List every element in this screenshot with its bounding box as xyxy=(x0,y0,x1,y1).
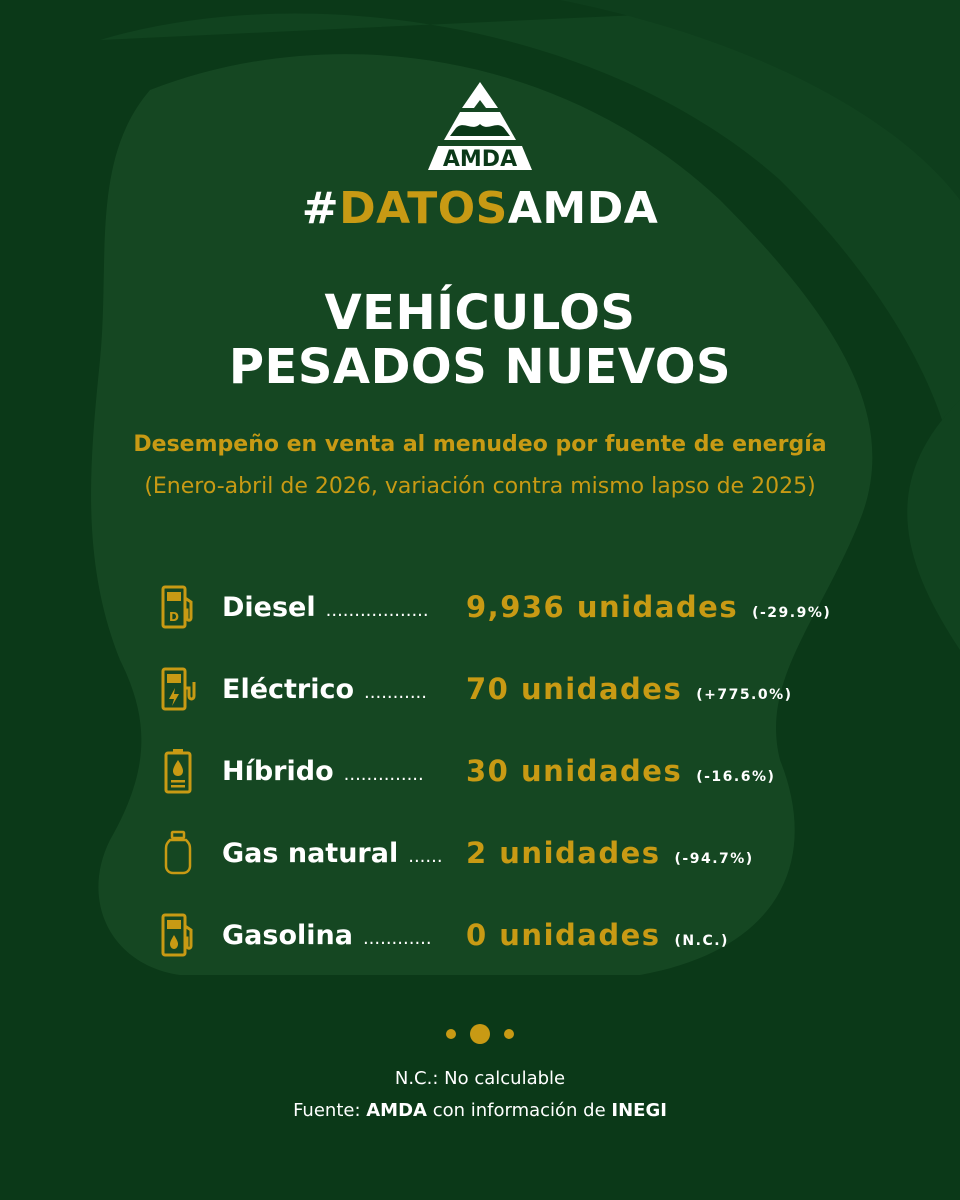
carousel-dot[interactable] xyxy=(504,1029,514,1039)
subtitle: Desempeño en venta al menudeo por fuente de energía xyxy=(133,432,827,457)
row-label: Gas natural xyxy=(222,837,399,869)
hashtag-suffix: AMDA xyxy=(507,183,659,234)
row-change: (-94.7%) xyxy=(674,851,754,867)
source-ref: INEGI xyxy=(611,1100,667,1121)
period-note: (Enero-abril de 2026, variación contra mismo lapso de 2025) xyxy=(144,474,816,499)
leader-dots: ...... xyxy=(408,845,443,867)
electric-pump-icon xyxy=(160,666,196,712)
title-line-1: VEHÍCULOS xyxy=(324,285,636,341)
leader-dots: ........... xyxy=(364,681,427,703)
source-prefix: Fuente: xyxy=(293,1100,367,1121)
carousel-dot[interactable] xyxy=(446,1029,456,1039)
row-value xyxy=(466,836,754,870)
hashtag-heading xyxy=(0,183,960,234)
gas-cylinder-icon xyxy=(160,830,196,876)
page-title xyxy=(0,286,960,394)
source-line xyxy=(0,1100,960,1121)
leader-dots: .................. xyxy=(325,599,429,621)
list-item-hybrid xyxy=(160,730,900,812)
title-line-2: PESADOS NUEVOS xyxy=(228,339,732,395)
row-value xyxy=(466,672,793,706)
row-value xyxy=(466,754,775,788)
amda-logo xyxy=(420,80,540,180)
value-text: 30 unidades xyxy=(466,754,683,788)
value-text: 0 unidades xyxy=(466,918,661,952)
gasoline-pump-icon xyxy=(160,912,196,958)
list-item-gasoline xyxy=(160,894,900,976)
row-value xyxy=(466,590,831,624)
source-org: AMDA xyxy=(366,1100,427,1121)
row-label: Eléctrico xyxy=(222,673,355,705)
row-label: Diesel xyxy=(222,591,316,623)
leader-dots: .............. xyxy=(343,763,424,785)
carousel-indicator xyxy=(0,1022,960,1046)
row-label: Gasolina xyxy=(222,919,353,951)
row-label: Híbrido xyxy=(222,755,334,787)
list-item-diesel xyxy=(160,566,900,648)
footnote: N.C.: No calculable xyxy=(394,1068,566,1089)
leader-dots: ............ xyxy=(362,927,432,949)
hashtag-accent: DATOS xyxy=(339,183,508,234)
row-change: (+775.0%) xyxy=(696,687,793,703)
hybrid-battery-icon xyxy=(160,748,196,794)
carousel-dot-active[interactable] xyxy=(470,1024,490,1044)
hashtag-prefix: # xyxy=(301,183,340,234)
row-change: (-29.9%) xyxy=(752,605,832,621)
row-change: (N.C.) xyxy=(674,933,729,949)
list-item-natural-gas xyxy=(160,812,900,894)
diesel-pump-icon xyxy=(160,584,196,630)
svg-text:D: D xyxy=(169,610,179,624)
row-value xyxy=(466,918,729,952)
energy-source-list xyxy=(160,566,900,976)
list-item-electric xyxy=(160,648,900,730)
row-change: (-16.6%) xyxy=(696,769,776,785)
value-text: 9,936 unidades xyxy=(466,590,739,624)
value-text: 70 unidades xyxy=(466,672,683,706)
logo-text: AMDA xyxy=(442,147,518,172)
source-middle: con información de xyxy=(426,1100,612,1121)
value-text: 2 unidades xyxy=(466,836,661,870)
